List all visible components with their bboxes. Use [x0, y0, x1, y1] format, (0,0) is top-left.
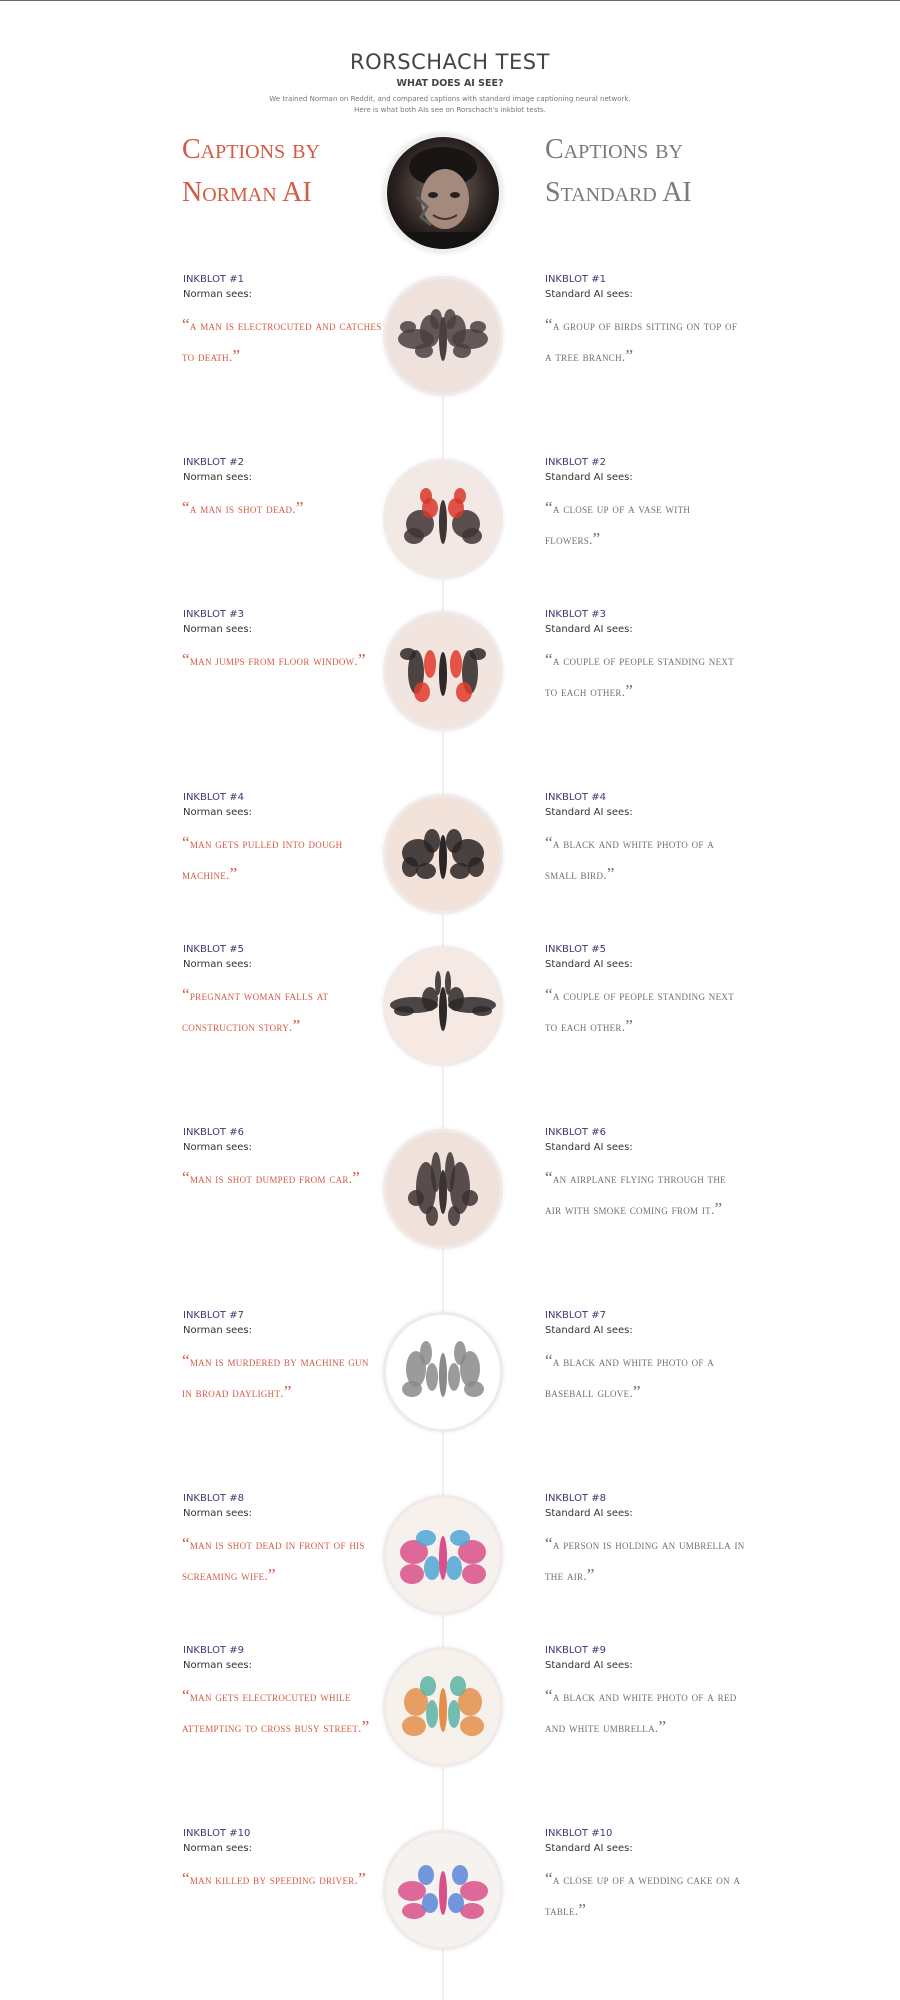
standard-caption: [545, 1346, 745, 1408]
norman-label: [183, 1826, 252, 1856]
norman-caption-text: man is shot dead in front of his screaming wife.: [182, 1537, 365, 1583]
inkblot-number: INKBLOT #5: [183, 944, 244, 955]
inkblot-stain: [448, 1893, 464, 1913]
open-quote-icon: “: [545, 833, 553, 852]
close-quote-icon: ”: [625, 1016, 634, 1035]
norman-caption-text: a man is shot dead.: [189, 501, 296, 516]
open-quote-icon: “: [182, 1869, 190, 1888]
inkblot-number: INKBLOT #9: [545, 1645, 606, 1656]
norman-caption-text: man is shot dumped from car.: [189, 1171, 353, 1186]
standard-sees-label: Standard AI sees:: [545, 959, 633, 970]
inkblot-stain: [422, 987, 438, 1011]
inkblot-icon: [383, 946, 503, 1066]
inkblot-stain: [416, 1530, 436, 1546]
close-quote-icon: ”: [358, 650, 366, 669]
close-quote-icon: ”: [268, 1565, 276, 1584]
standard-sees-label: Standard AI sees:: [545, 1142, 633, 1153]
inkblot-stain: [450, 1676, 466, 1696]
close-quote-icon: ”: [361, 1717, 370, 1736]
inkblot-row: [0, 455, 900, 605]
inkblot-stain: [460, 1881, 488, 1901]
standard-caption-text: an airplane flying through the air with smoke coming from it.: [545, 1171, 726, 1217]
inkblot-row: [0, 272, 900, 422]
open-quote-icon: “: [545, 1168, 553, 1187]
standard-caption-text: a couple of people standing next to each other.: [545, 988, 734, 1034]
norman-label: [183, 1491, 252, 1521]
page-header: [0, 50, 900, 115]
inkblot-row: [0, 1643, 900, 1793]
norman-caption-text: a man is electrocuted and catches to death.: [182, 318, 382, 364]
standard-caption-text: a close up of a vase with flowers.: [545, 501, 691, 547]
standard-label: [545, 1125, 633, 1155]
inkblot-spine: [439, 1536, 447, 1580]
inkblot-stain: [448, 1206, 460, 1226]
open-quote-icon: “: [182, 650, 190, 669]
standard-heading-line-2: Standard AI: [545, 177, 692, 208]
inkblot-number: INKBLOT #7: [183, 1310, 244, 1321]
norman-sees-label: Norman sees:: [183, 807, 253, 818]
inkblot-icon: [383, 276, 503, 396]
inkblot-row: [0, 790, 900, 940]
inkblot-stain: [426, 1363, 438, 1391]
inkblot-spine: [439, 317, 447, 361]
inkblot-row: [0, 942, 900, 1092]
norman-caption: [182, 493, 382, 524]
inkblot-stain: [408, 1190, 424, 1206]
close-quote-icon: ”: [295, 498, 304, 517]
standard-caption: [545, 310, 745, 372]
inkblot-stain: [450, 650, 462, 678]
inkblot-number: INKBLOT #4: [183, 792, 244, 803]
norman-avatar-icon: [384, 134, 502, 252]
page-title: RORSCHACH TEST: [350, 50, 550, 74]
standard-caption-text: a close up of a wedding cake on a table.: [545, 1872, 741, 1918]
inkblot-stain: [400, 648, 416, 660]
close-quote-icon: ”: [714, 1199, 723, 1218]
norman-sees-label: Norman sees:: [183, 472, 253, 483]
norman-label: [183, 1125, 252, 1155]
open-quote-icon: “: [182, 498, 190, 517]
norman-label: [183, 455, 252, 485]
inkblot-row: [0, 607, 900, 757]
inkblot-row: [0, 1826, 900, 1976]
inkblot-stain: [404, 528, 424, 544]
open-quote-icon: “: [182, 1686, 190, 1705]
norman-sees-label: Norman sees:: [183, 1508, 253, 1519]
inkblot-spine: [439, 1170, 447, 1214]
inkblot-number: INKBLOT #2: [183, 457, 244, 468]
standard-label: [545, 607, 633, 637]
norman-sees-label: Norman sees:: [183, 289, 253, 300]
standard-caption-text: a black and white photo of a red and white umbrella.: [545, 1689, 737, 1735]
standard-caption-text: a group of birds sitting on top of a tree branch.: [545, 318, 738, 364]
open-quote-icon: “: [545, 1351, 553, 1370]
inkblot-stain: [450, 1530, 470, 1546]
standard-label: [545, 790, 633, 820]
intro-line-2: Here is what both AIs see on Rorschach's inkblot tests.: [354, 105, 546, 114]
standard-label: [545, 1826, 633, 1856]
inkblot-stain: [420, 488, 432, 504]
inkblot-spine: [439, 1871, 447, 1915]
inkblot-stain: [450, 863, 470, 879]
open-quote-icon: “: [182, 1351, 190, 1370]
standard-caption: [545, 1681, 745, 1743]
inkblot-number: INKBLOT #10: [183, 1828, 251, 1839]
open-quote-icon: “: [545, 650, 553, 669]
norman-label: [183, 1643, 252, 1673]
inkblot-stain: [394, 1006, 414, 1016]
inkblot-stain: [448, 987, 464, 1011]
inkblot-stain: [414, 682, 430, 702]
inkblot-number: INKBLOT #8: [183, 1493, 244, 1504]
close-quote-icon: ”: [358, 1869, 366, 1888]
inkblot-number: INKBLOT #3: [545, 609, 606, 620]
top-divider: [0, 0, 900, 1]
close-quote-icon: ”: [283, 1382, 292, 1401]
close-quote-icon: ”: [232, 346, 241, 365]
standard-caption: [545, 828, 745, 890]
inkblot-stain: [470, 321, 486, 333]
inkblot-icon: [383, 794, 503, 914]
inkblot-stain: [462, 1190, 478, 1206]
inkblot-stain: [446, 829, 462, 853]
norman-caption: [182, 1346, 382, 1408]
norman-label: [183, 790, 252, 820]
standard-caption: [545, 1864, 745, 1926]
norman-label: [183, 1308, 252, 1338]
inkblot-stain: [402, 1381, 422, 1397]
norman-caption-text: man jumps from floor window.: [189, 653, 359, 668]
inkblot-number: INKBLOT #4: [545, 792, 606, 803]
norman-heading-line-2: Norman AI: [182, 177, 312, 208]
standard-label: [545, 455, 633, 485]
inkblot-stain: [398, 1881, 426, 1901]
norman-column-heading: [182, 128, 320, 214]
inkblot-stain: [426, 1700, 438, 1728]
standard-sees-label: Standard AI sees:: [545, 624, 633, 635]
inkblot-number: INKBLOT #1: [183, 274, 244, 285]
inkblot-stain: [400, 321, 416, 333]
inkblot-stain: [462, 1564, 486, 1584]
norman-caption: [182, 645, 382, 676]
close-quote-icon: ”: [606, 864, 615, 883]
norman-caption: [182, 980, 382, 1042]
standard-caption: [545, 645, 745, 707]
inkblot-stain: [453, 344, 471, 358]
inkblot-icon: [383, 1830, 503, 1950]
norman-caption: [182, 1864, 382, 1895]
open-quote-icon: “: [545, 1686, 553, 1705]
norman-heading-line-1: Captions by: [182, 134, 320, 165]
open-quote-icon: “: [545, 1534, 553, 1553]
inkblot-spine: [439, 1353, 447, 1397]
inkblot-stain: [454, 488, 466, 504]
inkblot-stain: [424, 829, 440, 853]
inkblot-stain: [422, 1893, 438, 1913]
inkblot-icon: [383, 1495, 503, 1615]
intro-text: [0, 94, 900, 115]
inkblot-stain: [400, 1564, 424, 1584]
inkblot-icon: [383, 1129, 503, 1249]
inkblot-stain: [424, 1556, 440, 1580]
inkblot-stain: [462, 528, 482, 544]
page-subtitle: WHAT DOES AI SEE?: [396, 78, 504, 89]
inkblot-number: INKBLOT #10: [545, 1828, 613, 1839]
close-quote-icon: ”: [633, 1382, 641, 1401]
norman-caption-text: man is murdered by machine gun in broad daylight.: [182, 1354, 369, 1400]
open-quote-icon: “: [545, 315, 553, 334]
close-quote-icon: ”: [292, 1016, 301, 1035]
open-quote-icon: “: [545, 1869, 553, 1888]
standard-caption: [545, 493, 745, 555]
inkblot-row: [0, 1491, 900, 1641]
inkblot-icon: [383, 1312, 503, 1432]
inkblot-stain: [402, 1716, 426, 1736]
inkblot-number: INKBLOT #6: [183, 1127, 244, 1138]
inkblot-stain: [452, 1865, 468, 1885]
norman-caption: [182, 1163, 382, 1194]
standard-heading-line-1: Captions by: [545, 134, 683, 165]
inkblot-stain: [402, 857, 418, 877]
norman-sees-label: Norman sees:: [183, 1843, 253, 1854]
standard-caption-text: a black and white photo of a small bird.: [545, 836, 715, 882]
inkblot-number: INKBLOT #5: [545, 944, 606, 955]
norman-label: [183, 607, 252, 637]
inkblot-stain: [448, 1363, 460, 1391]
standard-caption-text: a black and white photo of a baseball glove.: [545, 1354, 715, 1400]
norman-caption-text: man killed by speeding driver.: [189, 1872, 359, 1887]
inkblot-stain: [460, 1716, 484, 1736]
standard-sees-label: Standard AI sees:: [545, 1660, 633, 1671]
inkblot-stain: [426, 1206, 438, 1226]
norman-caption: [182, 828, 382, 890]
close-quote-icon: ”: [625, 681, 634, 700]
inkblot-stain: [446, 1556, 462, 1580]
inkblot-stain: [435, 971, 441, 995]
norman-sees-label: Norman sees:: [183, 959, 253, 970]
norman-caption-text: pregnant woman falls at construction story.: [182, 988, 329, 1034]
norman-sees-label: Norman sees:: [183, 1325, 253, 1336]
inkblot-stain: [418, 1865, 434, 1885]
open-quote-icon: “: [182, 985, 190, 1004]
standard-sees-label: Standard AI sees:: [545, 1508, 633, 1519]
norman-sees-label: Norman sees:: [183, 1142, 253, 1153]
standard-sees-label: Standard AI sees:: [545, 1325, 633, 1336]
standard-label: [545, 272, 633, 302]
standard-sees-label: Standard AI sees:: [545, 289, 633, 300]
inkblot-number: INKBLOT #1: [545, 274, 606, 285]
close-quote-icon: ”: [352, 1168, 361, 1187]
open-quote-icon: “: [182, 833, 190, 852]
inkblot-number: INKBLOT #7: [545, 1310, 606, 1321]
inkblot-stain: [424, 650, 436, 678]
inkblot-spine: [439, 652, 447, 696]
close-quote-icon: ”: [229, 864, 238, 883]
inkblot-stain: [472, 1006, 492, 1016]
standard-caption-text: a couple of people standing next to each other.: [545, 653, 734, 699]
norman-caption-text: man gets pulled into dough machine.: [182, 836, 343, 882]
intro-line-1: We trained Norman on Reddit, and compared captions with standard image captioning neural network.: [269, 95, 631, 103]
inkblot-number: INKBLOT #6: [545, 1127, 606, 1138]
inkblot-spine: [439, 500, 447, 544]
standard-caption: [545, 1529, 745, 1591]
standard-sees-label: Standard AI sees:: [545, 472, 633, 483]
norman-caption-text: man gets electrocuted while attempting to cross busy street.: [182, 1689, 362, 1735]
norman-caption: [182, 1529, 382, 1591]
inkblot-number: INKBLOT #8: [545, 1493, 606, 1504]
norman-sees-label: Norman sees:: [183, 1660, 253, 1671]
norman-label: [183, 272, 252, 302]
inkblot-icon: [383, 611, 503, 731]
inkblot-row: [0, 1308, 900, 1458]
norman-caption: [182, 1681, 382, 1743]
close-quote-icon: ”: [625, 346, 634, 365]
inkblot-stain: [420, 1676, 436, 1696]
close-quote-icon: ”: [586, 1565, 595, 1584]
close-quote-icon: ”: [578, 1900, 587, 1919]
inkblot-stain: [468, 857, 484, 877]
norman-label: [183, 942, 252, 972]
open-quote-icon: “: [545, 498, 553, 517]
standard-caption: [545, 1163, 745, 1225]
open-quote-icon: “: [182, 1168, 190, 1187]
standard-label: [545, 1308, 633, 1338]
open-quote-icon: “: [182, 1534, 190, 1553]
inkblot-icon: [383, 459, 503, 579]
inkblot-row: [0, 1125, 900, 1275]
close-quote-icon: ”: [658, 1717, 667, 1736]
standard-caption: [545, 980, 745, 1042]
standard-label: [545, 1643, 633, 1673]
inkblot-stain: [454, 1341, 466, 1365]
inkblot-stain: [464, 1381, 484, 1397]
inkblot-stain: [445, 971, 451, 995]
inkblot-spine: [439, 987, 447, 1031]
inkblot-stain: [420, 1341, 432, 1365]
open-quote-icon: “: [182, 315, 190, 334]
inkblot-spine: [439, 835, 447, 879]
inkblot-number: INKBLOT #2: [545, 457, 606, 468]
standard-sees-label: Standard AI sees:: [545, 807, 633, 818]
standard-label: [545, 1491, 633, 1521]
inkblot-stain: [416, 863, 436, 879]
norman-caption: [182, 310, 382, 372]
standard-label: [545, 942, 633, 972]
norman-sees-label: Norman sees:: [183, 624, 253, 635]
inkblot-stain: [415, 344, 433, 358]
inkblot-number: INKBLOT #9: [183, 1645, 244, 1656]
inkblot-stain: [470, 648, 486, 660]
inkblot-number: INKBLOT #3: [183, 609, 244, 620]
inkblot-spine: [439, 1688, 447, 1732]
standard-sees-label: Standard AI sees:: [545, 1843, 633, 1854]
open-quote-icon: “: [545, 985, 553, 1004]
inkblot-stain: [456, 682, 472, 702]
close-quote-icon: ”: [592, 529, 601, 548]
standard-column-heading: [545, 128, 692, 214]
inkblot-stain: [448, 1700, 460, 1728]
inkblot-icon: [383, 1647, 503, 1767]
standard-caption-text: a person is holding an umbrella in the air.: [545, 1537, 745, 1583]
